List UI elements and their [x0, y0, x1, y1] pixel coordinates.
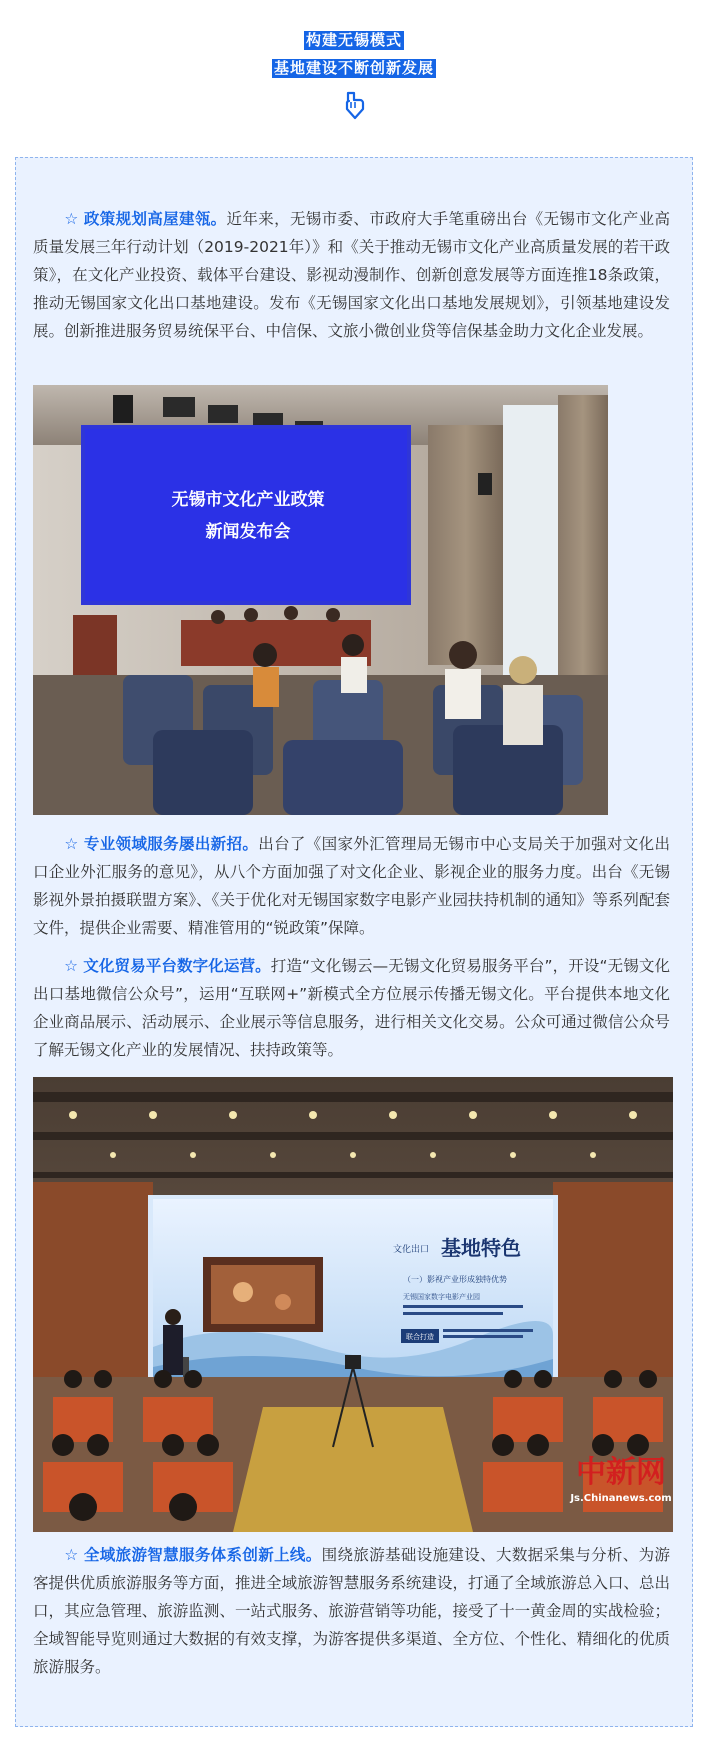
- screen-title-small: 文化出口: [393, 1245, 430, 1255]
- title-line-2-wrap: [0, 58, 708, 78]
- section-body: 近年来，无锡市委、市政府大手笔重磅出台《无锡市文化产业高质量发展三年行动计划（2019-2021年）》和《关于推动无锡市文化产业高质量发展的若干政策》，在文化产业投资、载体平台建设、影视动漫制作、创新创意发展等方面连推18条政策，推动无锡国家文化出口基地建设。发布《无锡国家文化出口基地发展规划》，引领基地建设发展。创新推进服务贸易统保平台、中信保、文旅小微创业贷等信保基金助力文化企业发展。: [33, 210, 670, 340]
- section-body: 出台了《国家外汇管理局无锡市中心支局关于加强对文化出口企业外汇服务的意见》，从八个方面加强了对文化企业、影视企业的服务力度。出台《无锡影视外景拍摄联盟方案》、《关于优化对无锡国家数字电影产业园扶持机制的通知》等系列配套文件，提供企业需要、精准管用的“锐政策”保障。: [33, 835, 670, 937]
- section-digital-trade-platform: [33, 952, 670, 1064]
- chinanews-watermark-logo: 中新网: [576, 1455, 666, 1490]
- title-line-2: 基地建设不断创新发展: [273, 59, 434, 77]
- section-heading: 全域旅游智慧服务体系创新上线。: [83, 1546, 322, 1564]
- press-conference-photo: [33, 385, 608, 815]
- section-body: 围绕旅游基础设施建设、大数据采集与分析、为游客提供优质旅游服务等方面，推进全域旅游智慧服务系统建设，打通了全域旅游总入口、总出口，其应急管理、旅游监测、一站式服务、旅游营销等功能，接受了十一黄金周的实战检验；全域智能导览则通过大数据的有效支撑，为游客提供多渠道、全方位、个性化、精细化的优质旅游服务。: [33, 1546, 670, 1676]
- section-policy-planning: [33, 205, 670, 345]
- section-smart-tourism: [33, 1541, 670, 1681]
- conference-hall-photo: [33, 1077, 673, 1532]
- section-body: 打造“文化锡云—无锡文化贸易服务平台”，开设“无锡文化出口基地微信公众号”，运用“互联网+”新模式全方位展示传播无锡文化。平台提供本地文化企业商品展示、活动展示、企业展示等信息服务，进行相关文化交易。公众可通过微信公众号了解无锡文化产业的发展情况、扶持政策等。: [33, 957, 670, 1059]
- title-line-1: 构建无锡模式: [305, 31, 402, 49]
- article-header: [0, 0, 708, 150]
- hand-pointing-down-icon: [339, 90, 367, 120]
- screen-line: 无锡国家数字电影产业园: [403, 1293, 480, 1301]
- section-heading: 专业领域服务屡出新招。: [83, 835, 259, 853]
- section-professional-services: [33, 830, 670, 942]
- screen-title-large: 基地特色: [441, 1236, 521, 1260]
- screen-text-line-2: 新闻发布会: [205, 522, 291, 542]
- section-heading: 文化贸易平台数字化运营。: [83, 957, 271, 975]
- section-heading: 政策规划高屋建瓴。: [83, 210, 227, 228]
- screen-text-line-1: 无锡市文化产业政策: [171, 490, 325, 510]
- star-icon: ☆: [64, 210, 79, 228]
- star-icon: ☆: [64, 835, 79, 853]
- screen-subtitle: （一）影视产业形成独特优势: [403, 1275, 507, 1284]
- star-icon: ☆: [64, 957, 79, 975]
- screen-badge: 联合打造: [406, 1333, 434, 1341]
- star-icon: ☆: [64, 1546, 79, 1564]
- chinanews-watermark-url: Js.Chinanews.com: [570, 1493, 672, 1504]
- title-line-1-wrap: [0, 30, 708, 50]
